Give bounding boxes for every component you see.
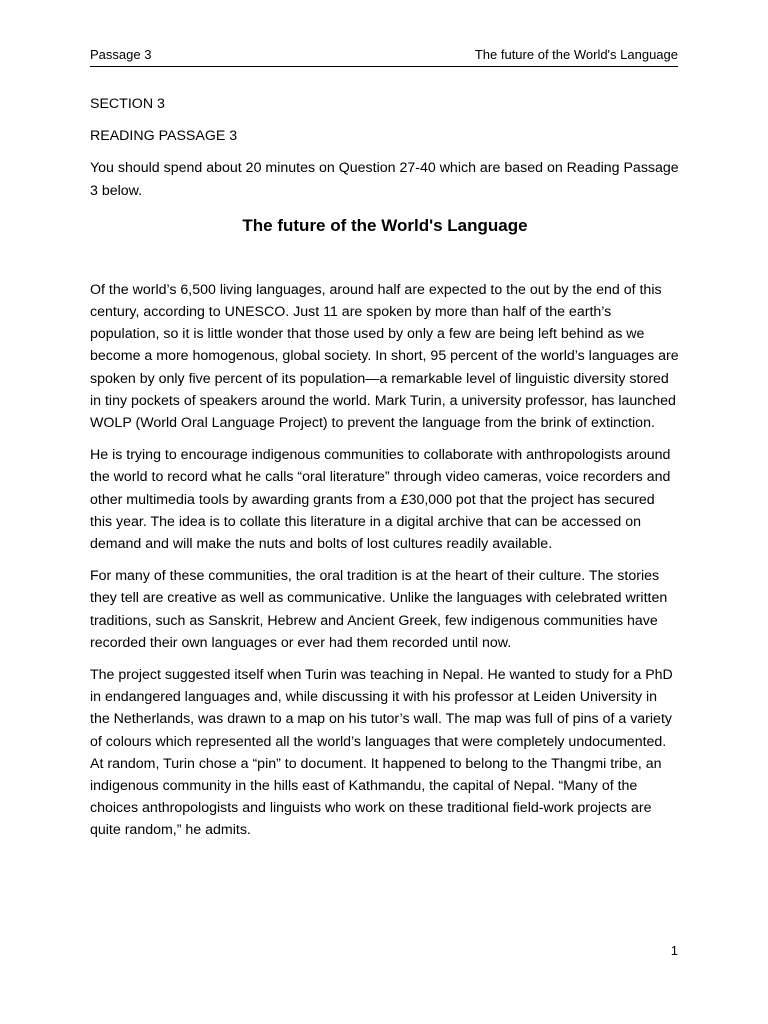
header-title: The future of the World's Language (474, 47, 678, 62)
page-number: 1 (670, 943, 678, 958)
document-body (90, 93, 680, 852)
paragraph-1: Of the world’s 6,500 living languages, around half are expected to the out by the end of this century, according to UNESCO. Just 11 are spoken by more than half of the earth’s population, so it is little wonder that those used by only a few are being left behind as we become a more homogenous, global society. In short, 95 percent of the world’s languages are spoken by only five percent of its population—a remarkable level of linguistic diversity stored in tiny pockets of speakers around the world. Mark Turin, a university professor, has launched WOLP (World Oral Language Project) to prevent the language from the brink of extinction. (90, 281, 679, 432)
running-header (90, 46, 678, 67)
reading-passage-heading: READING PASSAGE 3 (90, 128, 238, 145)
instructions-text: You should spend about 20 minutes on Question 27-40 which are based on Reading Passage 3 below. (90, 160, 679, 199)
paragraph-4: The project suggested itself when Turin was teaching in Nepal. He wanted to study for a PhD in endangered languages and, while discussing it with his professor at Leiden University in the Netherlands, was drawn to a map on his tutor’s wall. The map was full of pins of a variety of colours which represented all the world’s languages that were completely undocumented. At random, Turin chose a “pin” to document. It happened to belong to the Thangmi tribe, an indigenous community in the hills east of Kathmandu, the capital of Nepal. “Many of the choices anthropologists and linguists who work on these traditional field-work projects are quite random,” he admits. (90, 667, 673, 839)
paragraph-3: For many of these communities, the oral tradition is at the heart of their culture. The stories they tell are creative as well as communicative. Unlike the languages with celebrated written traditions, such as Sanskrit, Hebrew and Ancient Greek, few indigenous communities have recorded their own languages or ever had them recorded until now. (90, 568, 668, 651)
paragraph-2: He is trying to encourage indigenous communities to collaborate with anthropologists around the world to record what he calls “oral literature” through video cameras, voice recorders and other multimedia tools by awarding grants from a £30,000 pot that the project has secured this year. The idea is to collate this literature in a digital archive that can be accessed on demand and will make the nuts and bolts of lost cultures readily available. (90, 447, 671, 553)
header-passage-label: Passage 3 (90, 47, 152, 62)
passage-title: The future of the World's Language (242, 215, 528, 235)
section-heading: SECTION 3 (90, 96, 165, 112)
